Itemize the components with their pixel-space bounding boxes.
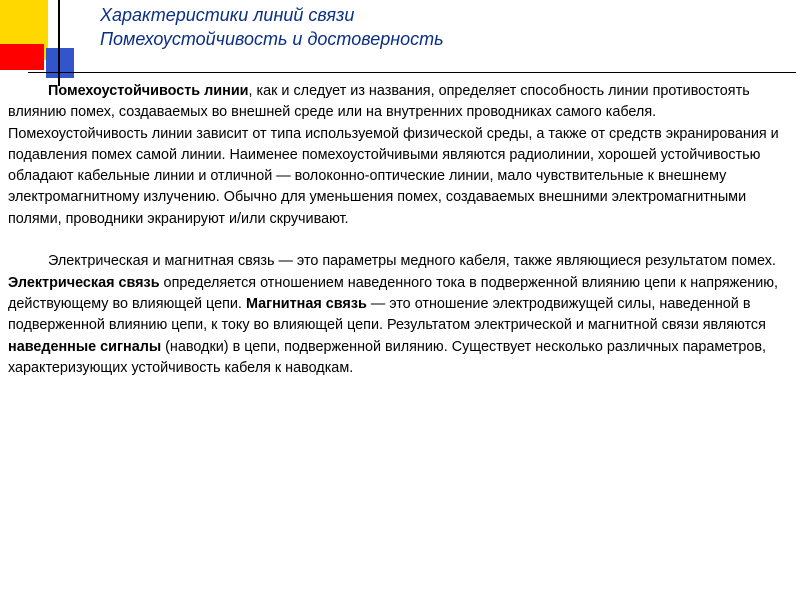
term-induced-signals: наведенные сигналы — [8, 338, 162, 355]
decor-vertical-line — [58, 0, 60, 86]
term-noise-immunity: Помехоустойчивость линии — [48, 83, 249, 99]
paragraph-1-text: , как и следует из названия, определяет способность линии противостоять влиянию помех, создаваемых во внешней среде или на внутренних проводниках самого кабеля. Помехоустойчивость линии зависит от типа используемой физической среды, а также от средств экранирования и подавления помех самой линии. Наименее помехоустойчивыми являются радиолинии, хорошей устойчивостью обладают кабельные линии и отличной — волоконно-оптические линии, мало чувствительные к внешнему электромагнитному излучению. Обычно для уменьшения помех, создаваемых внешними электромагнитными полями, проводники экранируют и/или скручивают. — [8, 83, 779, 227]
title-line-1: Характеристики линий связи — [100, 5, 355, 25]
title-line-2: Помехоустойчивость и достоверность — [100, 29, 444, 49]
paragraph-coupling — [8, 251, 794, 379]
slide-body — [8, 81, 794, 379]
paragraph-2-part-3: — это отношение электродвижущей силы, наведенной в подверженной влиянию цепи, к току во влияющей цепи. Результатом электрической и магнитной связи являются — [8, 295, 766, 334]
term-magnetic-coupling: Магнитная связь — [245, 295, 367, 312]
paragraph-2-part-1: Электрическая и магнитная связь — это параметры медного кабеля, также являющиеся результатом помех. — [48, 253, 776, 270]
title-divider-line — [28, 72, 796, 73]
decor-blue-square — [46, 48, 74, 78]
paragraph-noise-immunity — [8, 81, 794, 230]
decor-red-square — [0, 44, 44, 70]
paragraph-2-part-2: определяется отношением наведенного тока в подверженной влиянию цепи к напряжению, действующему во влияющей цепи. — [8, 274, 779, 312]
term-electric-coupling: Электрическая связь — [8, 274, 160, 291]
slide-title — [100, 3, 790, 51]
paragraph-2-part-4: (наводки) в цепи, подверженной вилянию. Существует несколько различных параметров, характеризующих устойчивость кабеля к наводкам. — [8, 338, 767, 376]
